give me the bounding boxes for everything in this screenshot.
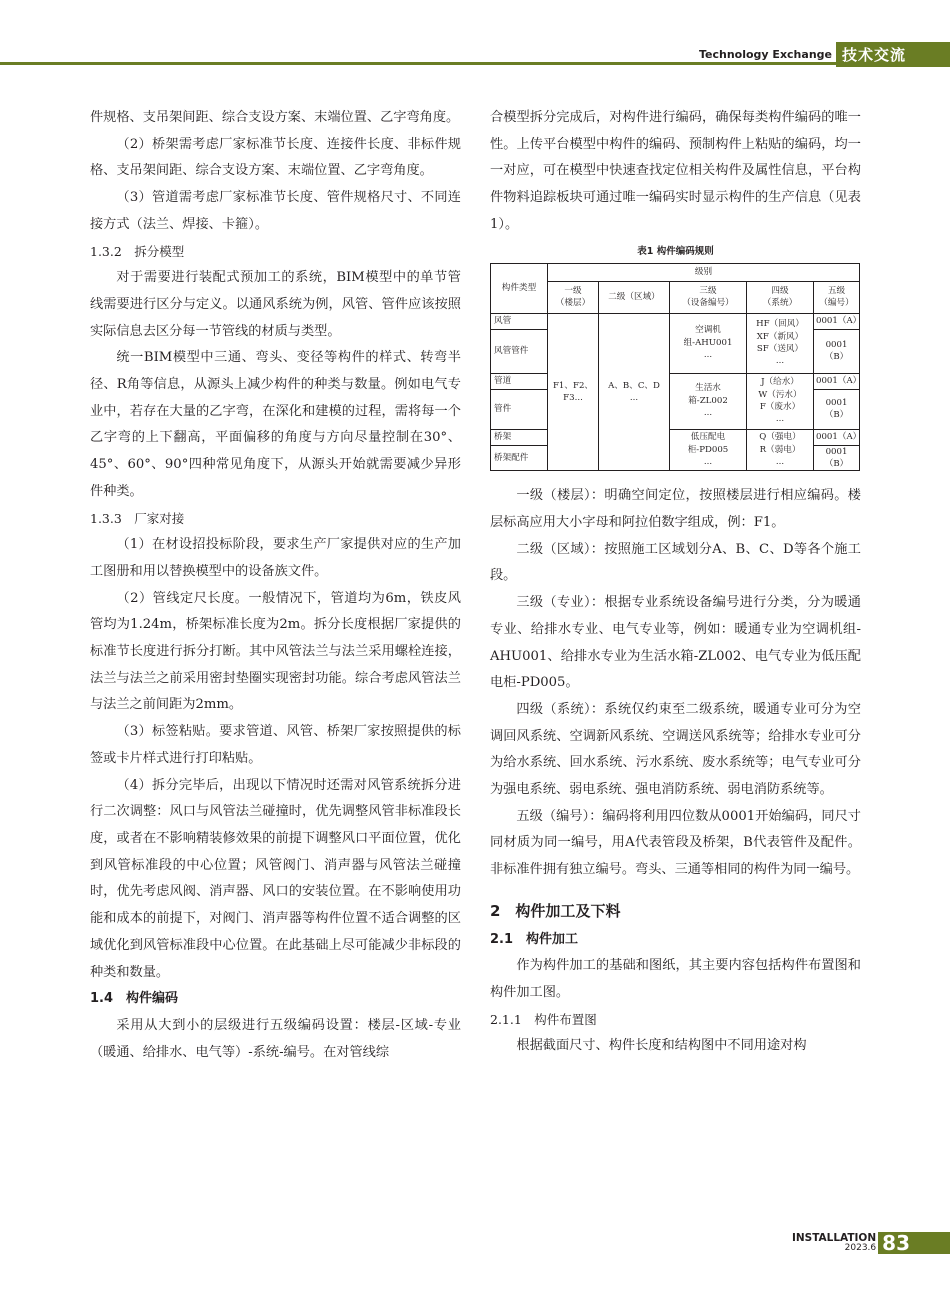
table-cell-code: 0001（A） (814, 373, 860, 389)
page-number: 83 (878, 1232, 950, 1254)
paragraph: （3）标签粘贴。要求管道、风管、桥架厂家按照提供的标签或卡片样式进行打印粘贴。 (90, 724, 461, 766)
table-cell-area: A、B、C、D ... (599, 313, 670, 471)
paragraph: （4）拆分完毕后，出现以下情况时还需对风管系统拆分进行二次调整：风口与风管法兰碰撞时，优先调整风管非标准段长度，或者在不影响精装修效果的前提下调整风口平面位置，优化到风管标准段的中心位置；风管阀门、消声器与风管法兰碰撞时，优先考虑风阀、消声器、风口的安装位置。在不影响使用功能和成本的前提下，对阀门、消声器等构件位置不适合调整的区域优化到风管标准段中心位置。在此基础上尽可能减少非标段的种类和数量。 (90, 777, 461, 980)
paragraph: （2）管线定尺长度。一般情况下，管道均为6m，铁皮风管均为1.24m，桥架标准长度为2m。拆分长度根据厂家提供的标准节长度进行拆分打断。其中风管法兰与法兰采用螺栓连接，法兰与法兰之前采用密封垫圈实现密封功能。综合考虑风管法兰与法兰之前间距为2mm。 (90, 590, 461, 713)
paragraph: 三级（专业）：根据专业系统设备编号进行分类，分为暖通专业、给排水专业、电气专业等，例如：暖通专业为空调机组-AHU001、给排水专业为生活水箱-ZL002、电气专业为低压配电柜-PD005。 (490, 595, 861, 691)
section-heading-1-4: 1.4 构件编码 (90, 991, 179, 1007)
table-header-cell: 构件类型 (491, 263, 548, 313)
table-cell-system: HF（回风） XF（新风） SF（送风） ... (747, 313, 814, 373)
paragraph: 作为构件加工的基础和图纸，其主要内容包括构件布置图和构件加工图。 (490, 958, 861, 1000)
paragraph: 件规格、支吊架间距、综合支设方案、末端位置、乙字弯角度。 (90, 110, 460, 125)
table-header-cell: 三级 （设备编号） (670, 281, 747, 313)
table-header-cell: 级别 (548, 263, 860, 281)
left-column (90, 105, 461, 1066)
section-heading-1-3-2: 1.3.2 拆分模型 (90, 243, 185, 259)
table-cell-code: 0001（A） (814, 429, 860, 445)
table-cell-device: 生活水 箱-ZL002 ... (670, 373, 747, 429)
table-cell-system: J（给水） W（污水） F（废水） ... (747, 373, 814, 429)
paragraph: （3）管道需考虑厂家标准节长度、管件规格尺寸、不同连接方式（法兰、焊接、卡箍）。 (90, 190, 461, 232)
footer-text (792, 1233, 876, 1253)
paragraph: 采用从大到小的层级进行五级编码设置：楼层-区域-专业（暖通、给排水、电气等）-系统-编号。在对管线综 (90, 1017, 461, 1060)
paragraph: 合模型拆分完成后，对构件进行编码，确保每类构件编码的唯一性。上传平台模型中构件的编码、预制构件上粘贴的编码，均一一对应，可在模型中快速查找定位相关构件及属性信息，平台构件物料追踪板块可通过唯一编码实时显示构件的生产信息（见表1）。 (490, 110, 861, 232)
table-header-cell: 四级 （系统） (747, 281, 814, 313)
running-header (699, 42, 950, 66)
paragraph: 二级（区域）：按照施工区域划分A、B、C、D等各个施工段。 (490, 541, 861, 584)
table-cell-device: 低压配电 柜-PD005 ... (670, 429, 747, 471)
table-cell-code: 0001（B） (814, 389, 860, 429)
table-cell-type: 管件 (491, 389, 548, 429)
table-cell-code: 0001（A） (814, 313, 860, 329)
issue-number: 2023.6 (844, 1243, 877, 1253)
table-cell-type: 风管管件 (491, 329, 548, 373)
table-header-cell: 二级（区域） (599, 281, 670, 313)
table-cell-system: Q（强电） R（弱电） ... (747, 429, 814, 471)
section-heading-2-1: 2.1 构件加工 (490, 931, 579, 947)
section-heading-2-1-1: 2.1.1 构件布置图 (490, 1011, 597, 1027)
paragraph: （1）在材设招投标阶段，要求生产厂家提供对应的生产加工图册和用以替换模型中的设备族文件。 (90, 537, 461, 579)
paragraph: （2）桥架需考虑厂家标准节长度、连接件长度、非标件规格、支吊架间距、综合支设方案、末端位置、乙字弯角度。 (90, 136, 461, 179)
table-cell-type: 桥架配件 (491, 445, 548, 471)
paragraph: 统一BIM模型中三通、弯头、变径等构件的样式、转弯半径、R角等信息，从源头上减少构件的种类与数量。例如电气专业中，若存在大量的乙字弯，在深化和建模的过程，需将每一个乙字弯的上下翻高，平面偏移的角度与方向尽量控制在30°、45°、60°、90°四种常见角度下，从源头开始就需要减少异形件种类。 (90, 350, 461, 499)
paragraph: 对于需要进行装配式预加工的系统，BIM模型中的单节管线需要进行区分与定义。以通风系统为例，风管、管件应该按照实际信息去区分每一节管线的材质与类型。 (90, 270, 461, 339)
table-cell-code: 0001（B） (814, 445, 860, 471)
paragraph: 四级（系统）：系统仅约束至二级系统，暖通专业可分为空调回风系统、空调新风系统、空调送风系统等；给排水专业可分为给水系统、回水系统、污水系统、废水系统等；电气专业可分为强电系统、弱电系统、强电消防系统、弱电消防系统等。 (490, 701, 861, 798)
section-heading-2: 2 构件加工及下料 (490, 901, 621, 920)
table-cell-device: 空调机 组-AHU001 ... (670, 313, 747, 373)
header-chinese: 技术交流 (836, 42, 950, 67)
paragraph: 五级（编号）：编码将利用四位数从0001开始编码，同尺寸同材质为同一编号，用A代表管段及桥架，B代表管件及配件。非标准件拥有独立编号。弯头、三通等相同的构件为同一编号。 (490, 808, 861, 878)
page-footer (792, 1232, 950, 1254)
table-header-cell: 一级 （楼层） (548, 281, 599, 313)
table-cell-type: 管道 (491, 373, 548, 389)
table-cell-floor: F1、F2、 F3... (548, 313, 599, 471)
paragraph: 一级（楼层）：明确空间定位，按照楼层进行相应编码。楼层标高应用大小字母和阿拉伯数字组成，例：F1。 (490, 488, 861, 531)
table-header-cell: 五级 （编号） (814, 281, 860, 313)
section-heading-1-3-3: 1.3.3 厂家对接 (90, 510, 185, 526)
table-cell-type: 风管 (491, 313, 548, 329)
table-caption: 表1 构件编码规则 (637, 245, 714, 257)
table-cell-type: 桥架 (491, 429, 548, 445)
coding-rule-table (490, 263, 860, 472)
right-column (490, 105, 861, 1060)
paragraph: 根据截面尺寸、构件长度和结构图中不同用途对构 (516, 1038, 807, 1054)
header-english: Technology Exchange (698, 47, 832, 61)
table-cell-code: 0001（B） (814, 329, 860, 373)
magazine-name: INSTALLATION (791, 1232, 877, 1244)
